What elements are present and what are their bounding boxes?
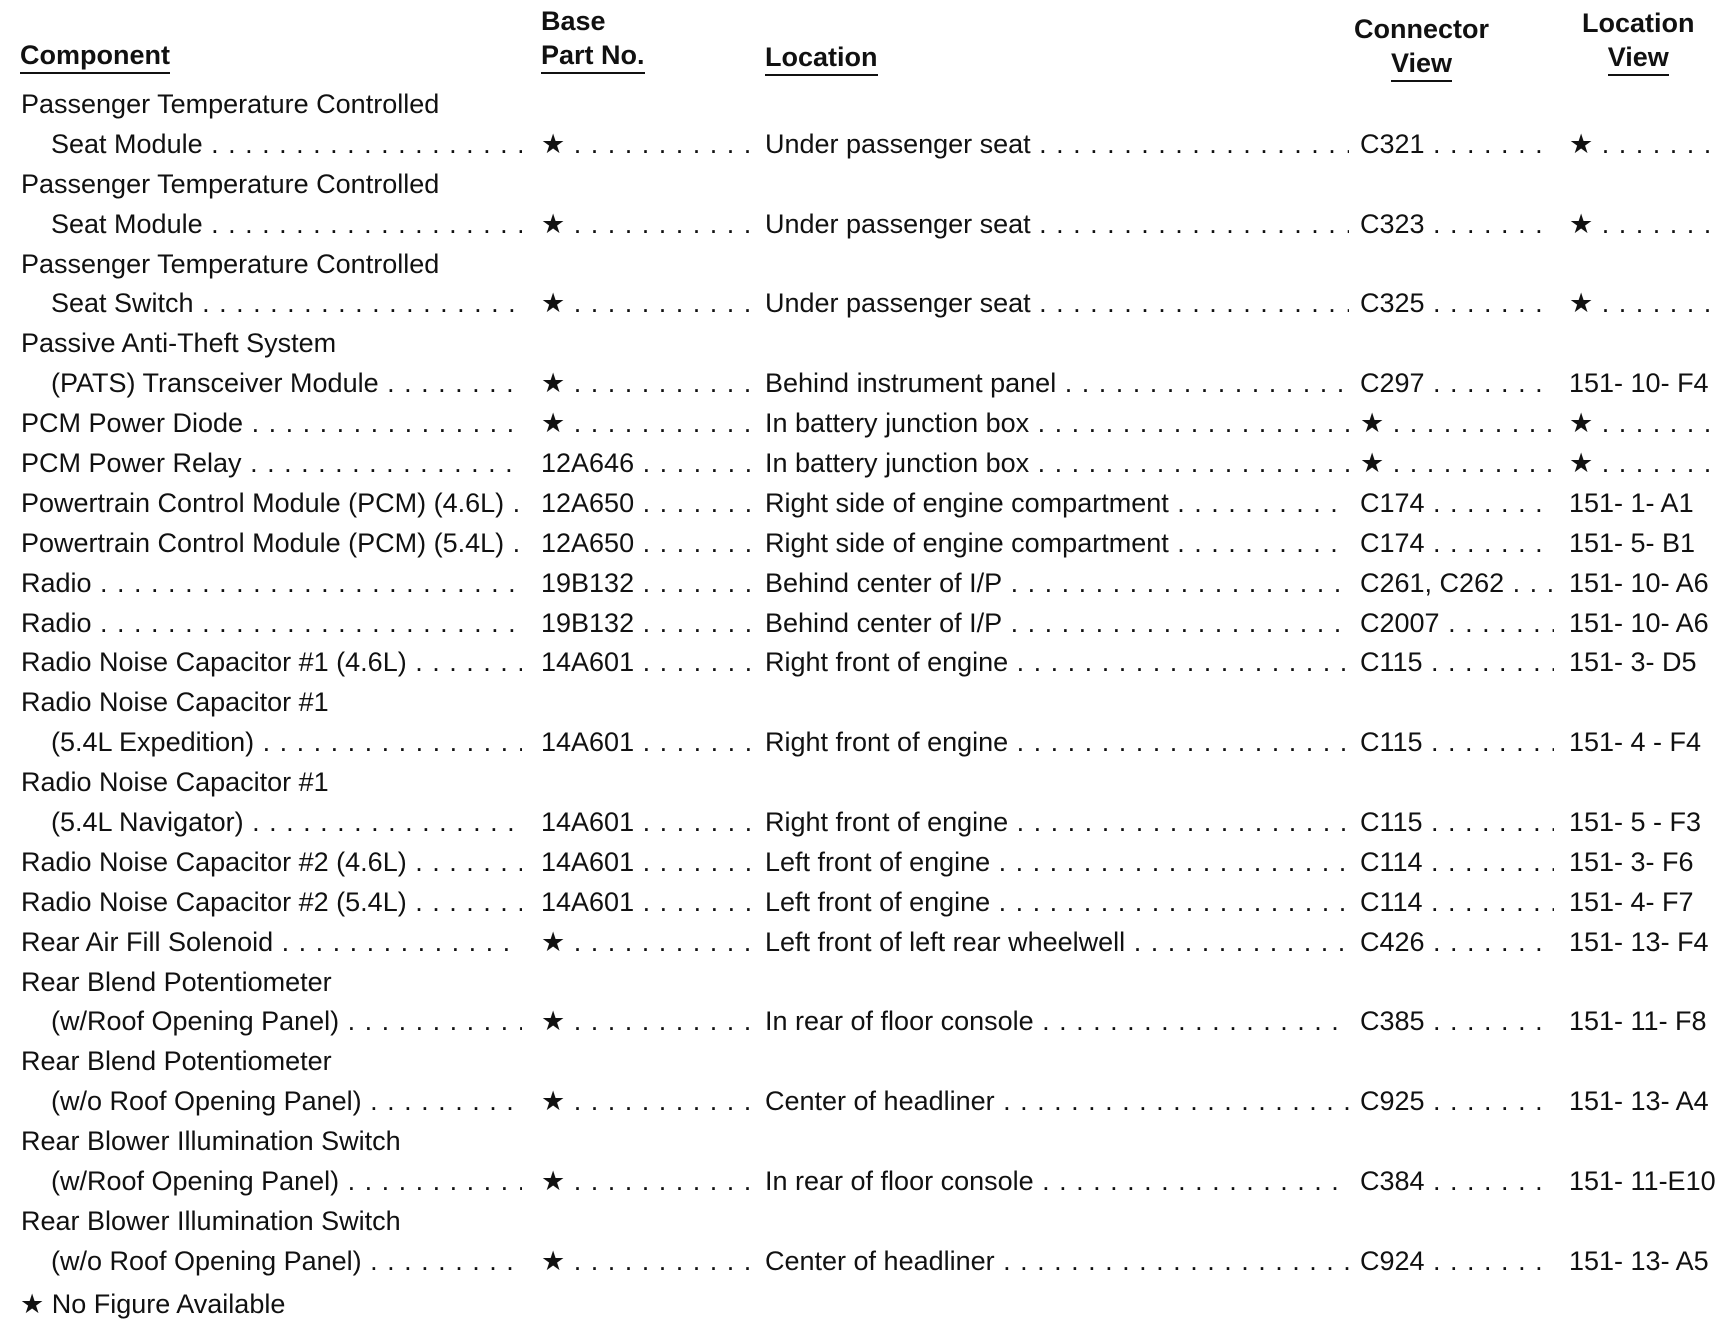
table-row (0, 403, 1728, 443)
connector-view: C2007 . . . (1360, 603, 1554, 643)
component-name: Passenger Temperature Controlled (21, 89, 440, 119)
location-text: Under passenger seat . . . (765, 124, 1349, 164)
component-name: (w/o Roof Opening Panel) . . . (51, 1241, 522, 1281)
table-row (0, 1241, 1728, 1281)
component-name: Rear Blower Illumination Switch (21, 1205, 401, 1236)
component-name: Radio Noise Capacitor #1 (21, 767, 329, 798)
location-view: 151- 4 - F4 (1569, 727, 1702, 758)
location-view: ★ . . . (1569, 124, 1719, 164)
connector-view: C426 . . . (1360, 922, 1554, 962)
base-part-number: ★ . . . (541, 1001, 759, 1041)
component-name: (5.4L Expedition) . . . (51, 722, 522, 762)
header-connector-line2: View (1391, 46, 1452, 82)
connector-view: C384 . . . (1360, 1161, 1554, 1201)
location-view: 151- 10- F4 (1569, 368, 1709, 399)
location-text: Left front of left rear wheelwell . . . (765, 922, 1349, 962)
table-row (0, 363, 1728, 403)
table-row (0, 283, 1728, 323)
location-text: In battery junction box . . . (765, 403, 1349, 443)
location-view: 151- 10- A6 (1569, 567, 1709, 598)
connector-view: C174 . . . (1360, 523, 1554, 563)
header-connector-view (1354, 12, 1489, 82)
component-name: (w/o Roof Opening Panel) . . . (51, 1081, 522, 1121)
connector-view: C115 . . . (1360, 722, 1554, 762)
connector-view: C297 . . . (1360, 363, 1554, 403)
location-text: Right side of engine compartment . . . (765, 523, 1349, 563)
location-view: ★ . . . (1569, 443, 1719, 483)
header-base-part-line1: Base (541, 6, 606, 36)
table-row (0, 1161, 1728, 1201)
location-view: ★ . . . (1569, 283, 1719, 323)
location-view: 151- 3- F6 (1569, 846, 1694, 877)
base-part-number: 14A601 . . . (541, 722, 759, 762)
location-text: Center of headliner . . . (765, 1081, 1349, 1121)
location-view: ★ . . . (1569, 403, 1719, 443)
header-location (765, 40, 878, 76)
table-row (0, 762, 1728, 802)
table-row (0, 682, 1728, 722)
table-row (0, 1041, 1728, 1081)
component-name: Radio . . . (21, 603, 522, 643)
table-row (0, 642, 1728, 682)
component-name: PCM Power Relay . . . (21, 443, 522, 483)
component-name: Passenger Temperature Controlled (21, 248, 440, 279)
connector-view: C261, C262 . . . (1360, 563, 1554, 603)
connector-view: C325 . . . (1360, 283, 1554, 323)
table-row (0, 84, 1728, 124)
table-row (0, 204, 1728, 244)
component-name: Passenger Temperature Controlled (21, 168, 440, 199)
connector-view: C924 . . . (1360, 1241, 1554, 1281)
location-text: Behind center of I/P . . . (765, 603, 1349, 643)
table-row (0, 1121, 1728, 1161)
component-name: Radio . . . (21, 563, 522, 603)
base-part-number: ★ . . . (541, 363, 759, 403)
component-name: Rear Blower Illumination Switch (21, 1126, 401, 1157)
header-connector-line1: Connector (1354, 14, 1489, 44)
base-part-number: 19B132 . . . (541, 603, 759, 643)
location-text: Right side of engine compartment . . . (765, 483, 1349, 523)
location-text: Under passenger seat . . . (765, 204, 1349, 244)
connector-view: C174 . . . (1360, 483, 1554, 523)
location-view: 151- 5 - F3 (1569, 807, 1702, 838)
location-text: In battery junction box . . . (765, 443, 1349, 483)
component-name: Rear Blend Potentiometer (21, 1046, 332, 1077)
header-location-label: Location (765, 40, 878, 76)
location-view: 151- 13- A4 (1569, 1086, 1709, 1117)
base-part-number: ★ . . . (541, 1241, 759, 1281)
table-row (0, 1201, 1728, 1241)
component-table-body (0, 84, 1728, 1281)
connector-view: C925 . . . (1360, 1081, 1554, 1121)
base-part-number: 14A601 . . . (541, 642, 759, 682)
base-part-number: 12A650 . . . (541, 523, 759, 563)
table-row (0, 802, 1728, 842)
component-name: PCM Power Diode . . . (21, 403, 522, 443)
location-text: Behind instrument panel . . . (765, 363, 1349, 403)
header-base-part (541, 4, 645, 74)
base-part-number: ★ . . . (541, 283, 759, 323)
component-name: (w/Roof Opening Panel) . . . (51, 1161, 522, 1201)
location-text: Under passenger seat . . . (765, 283, 1349, 323)
connector-view: ★ . . . (1360, 403, 1554, 443)
component-name: Rear Air Fill Solenoid . . . (21, 922, 522, 962)
location-text: Left front of engine . . . (765, 842, 1349, 882)
location-text: In rear of floor console . . . (765, 1161, 1349, 1201)
base-part-number: 12A650 . . . (541, 483, 759, 523)
base-part-number: ★ . . . (541, 922, 759, 962)
base-part-number: 14A601 . . . (541, 802, 759, 842)
location-view: 151- 11- F8 (1569, 1006, 1707, 1037)
base-part-number: ★ . . . (541, 204, 759, 244)
component-name: Seat Module . . . (51, 124, 522, 164)
component-name: Powertrain Control Module (PCM) (5.4L) . . . (21, 523, 522, 563)
table-row (0, 603, 1728, 643)
connector-view: C323 . . . (1360, 204, 1554, 244)
base-part-number: 14A601 . . . (541, 842, 759, 882)
location-view: 151- 5- B1 (1569, 527, 1696, 558)
location-text: Left front of engine . . . (765, 882, 1349, 922)
component-name: Radio Noise Capacitor #1 (21, 687, 329, 718)
header-location-view-line2: View (1608, 40, 1669, 76)
base-part-number: 19B132 . . . (541, 563, 759, 603)
location-text: Right front of engine . . . (765, 642, 1349, 682)
component-name: (5.4L Navigator) . . . (51, 802, 522, 842)
table-row (0, 443, 1728, 483)
table-row (0, 722, 1728, 762)
base-part-number: ★ . . . (541, 124, 759, 164)
component-name: Passive Anti-Theft System (21, 328, 337, 359)
connector-view: C321 . . . (1360, 124, 1554, 164)
location-view: 151- 13- A5 (1569, 1245, 1709, 1276)
location-view: 151- 10- A6 (1569, 607, 1709, 638)
location-text: Right front of engine . . . (765, 802, 1349, 842)
header-location-view (1582, 6, 1695, 76)
header-base-part-line2: Part No. (541, 38, 645, 74)
location-text: Right front of engine . . . (765, 722, 1349, 762)
component-name: Radio Noise Capacitor #2 (4.6L) . . . (21, 842, 522, 882)
table-row (0, 922, 1728, 962)
connector-view: C115 . . . (1360, 802, 1554, 842)
base-part-number: 12A646 . . . (541, 443, 759, 483)
component-name: Rear Blend Potentiometer (21, 966, 332, 997)
header-location-view-line1: Location (1582, 8, 1695, 38)
location-view: 151- 3- D5 (1569, 647, 1697, 678)
table-row (0, 1001, 1728, 1041)
location-view: 151- 11-E10 (1569, 1166, 1716, 1197)
base-part-number: ★ . . . (541, 1161, 759, 1201)
connector-view: C115 . . . (1360, 642, 1554, 682)
connector-view: C114 . . . (1360, 882, 1554, 922)
table-row (0, 882, 1728, 922)
location-text: Center of headliner . . . (765, 1241, 1349, 1281)
component-name: Seat Switch . . . (51, 283, 522, 323)
table-row (0, 1081, 1728, 1121)
component-name: Seat Module . . . (51, 204, 522, 244)
location-view: 151- 13- F4 (1569, 926, 1709, 957)
component-name: Radio Noise Capacitor #2 (5.4L) . . . (21, 882, 522, 922)
connector-view: ★ . . . (1360, 443, 1554, 483)
component-name: Radio Noise Capacitor #1 (4.6L) . . . (21, 642, 522, 682)
location-view: 151- 4- F7 (1569, 886, 1694, 917)
location-text: In rear of floor console . . . (765, 1001, 1349, 1041)
component-name: (PATS) Transceiver Module . . . (51, 363, 522, 403)
location-view: 151- 1- A1 (1569, 487, 1694, 518)
table-row (0, 164, 1728, 204)
table-row (0, 483, 1728, 523)
table-row (0, 124, 1728, 164)
connector-view: C114 . . . (1360, 842, 1554, 882)
location-view: ★ . . . (1569, 204, 1719, 244)
table-row (0, 323, 1728, 363)
component-name: (w/Roof Opening Panel) . . . (51, 1001, 522, 1041)
header-component (20, 38, 170, 74)
table-row (0, 962, 1728, 1002)
table-row (0, 523, 1728, 563)
component-name: Powertrain Control Module (PCM) (4.6L) . . . (21, 483, 522, 523)
header-component-label: Component (20, 38, 170, 74)
table-row (0, 244, 1728, 284)
table-row (0, 842, 1728, 882)
base-part-number: ★ . . . (541, 403, 759, 443)
location-text: Behind center of I/P . . . (765, 563, 1349, 603)
table-row (0, 563, 1728, 603)
connector-view: C385 . . . (1360, 1001, 1554, 1041)
base-part-number: 14A601 . . . (541, 882, 759, 922)
footnote-no-figure: ★ No Figure Available (20, 1289, 286, 1319)
base-part-number: ★ . . . (541, 1081, 759, 1121)
